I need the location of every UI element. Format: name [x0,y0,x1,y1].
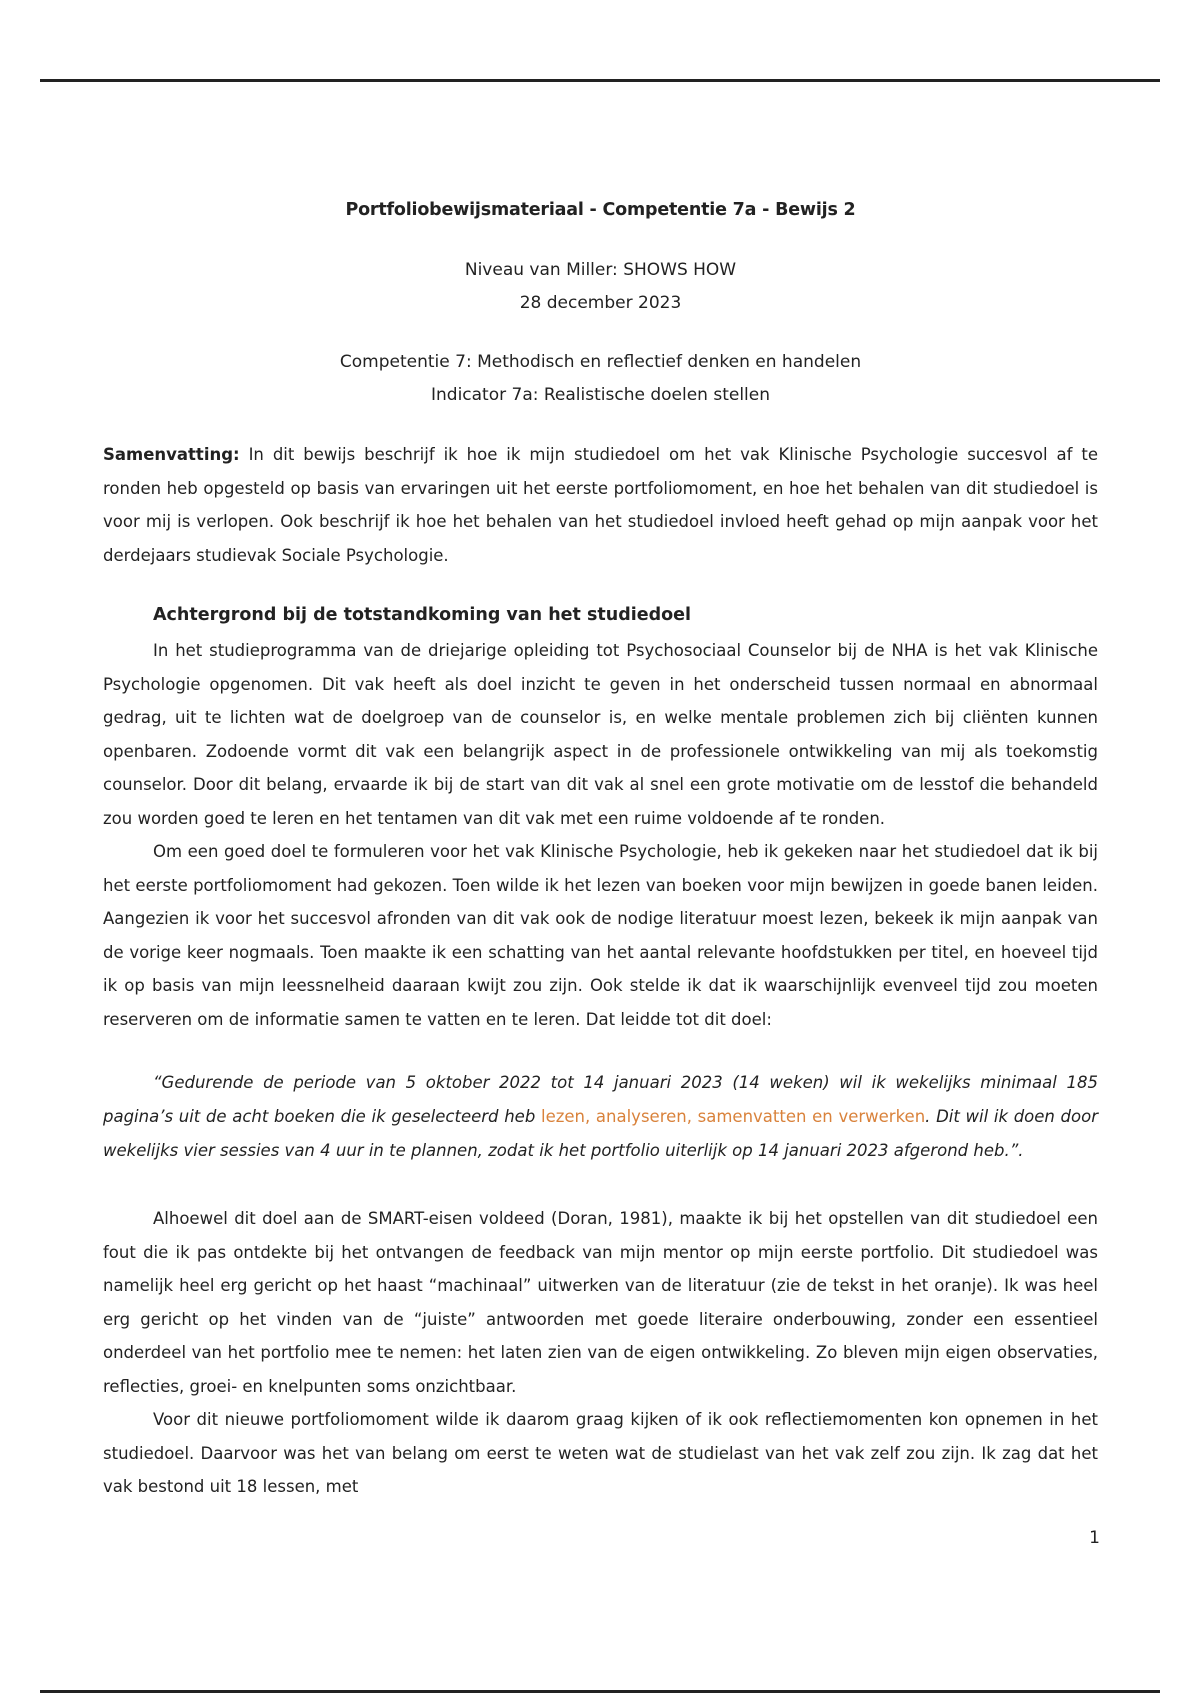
bottom-rule [40,1690,1160,1693]
summary-text: In dit bewijs beschrijf ik hoe ik mijn studiedoel om het vak Klinische Psychologie succesvol af te ronden heb opgesteld op basis van ervaringen uit het eerste portfoliomoment, en hoe het behalen van dit studiedoel is voor mij is verlopen. Ook beschrijf ik hoe het behalen van het studiedoel invloed heeft gehad op mijn aanpak voor het derdejaars studievak Sociale Psychologie. [103,445,1098,565]
summary-label: Samenvatting: [103,445,240,464]
document-date: 28 december 2023 [519,293,682,313]
quote-part-1: “Gedurende de periode van 5 oktober 2022 tot 14 januari 2023 (14 weken) wil ik wekelijks minimaal 185 pagina’s uit de acht boeken die ik geselecteerd heb [103,1073,1098,1126]
body-paragraph-3: Alhoewel dit doel aan de SMART-eisen voldeed (Doran, 1981), maakte ik bij het opstellen van dit studiedoel een fout die ik pas ontdekte bij het ontvangen de feedback van mijn mentor op mijn eerste portfolio. Dit studiedoel was namelijk heel erg gericht op het haast “machinaal” uitwerken van de literatuur (zie de tekst in het oranje). Ik was heel erg gericht op het vinden van de “juiste” antwoorden met goede literaire onderbouwing, zonder een essentieel onderdeel van het portfolio mee te nemen: het laten zien van de eigen ontwikkeling. Zo bleven mijn eigen observaties, reflecties, groei- en knelpunten soms onzichtbaar. [103,1209,1098,1396]
summary-paragraph [103,438,1098,572]
body-paragraph-2: Om een goed doel te formuleren voor het vak Klinische Psychologie, heb ik gekeken naar het studiedoel dat ik bij het eerste portfoliomoment had gekozen. Toen wilde ik het lezen van boeken voor mijn bewijzen in goede banen leiden. Aangezien ik voor het succesvol afronden van dit vak ook de nodige literatuur moest lezen, bekeek ik mijn aanpak van de vorige keer nogmaals. Toen maakte ik een schatting van het aantal relevante hoofdstukken per titel, en hoeveel tijd ik op basis van mijn leessnelheid daaraan kwijt zou zijn. Ook stelde ik dat ik waarschijnlijk evenveel tijd zou moeten reserveren om de informatie samen te vatten en te leren. Dat leidde tot dit doel: [103,842,1098,1029]
document-page [103,200,1098,1504]
section-heading: Achtergrond bij de totstandkoming van het studiedoel [153,605,692,625]
meta-block [103,254,1098,320]
document-title: Portfoliobewijsmateriaal - Competentie 7a - Bewijs 2 [345,200,856,220]
miller-level: Niveau van Miller: SHOWS HOW [464,260,737,280]
top-rule [40,79,1160,82]
competence-line: Competentie 7: Methodisch en reflectief denken en handelen [339,352,862,372]
competence-block [103,346,1098,412]
page-number: 1 [1089,1528,1100,1548]
indicator-line: Indicator 7a: Realistische doelen stellen [430,385,771,405]
quote-highlight: lezen, analyseren, samenvatten en verwerken [540,1107,926,1126]
body-paragraph-4: Voor dit nieuwe portfoliomoment wilde ik daarom graag kijken of ik ook reflectiemomenten kon opnemen in het studiedoel. Daarvoor was het van belang om eerst te weten wat de studielast van het vak zelf zou zijn. Ik zag dat het vak bestond uit 18 lessen, met [103,1410,1098,1496]
quote-part-2: . Dit wil ik doen door wekelijks vier sessies van 4 uur in te plannen, zodat ik het portfolio uiterlijk op 14 januari 2023 afgerond heb.”. [103,1107,1099,1160]
study-goal-quote [103,1066,1098,1168]
body-paragraph-1: In het studieprogramma van de driejarige opleiding tot Psychosociaal Counselor bij de NHA is het vak Klinische Psychologie opgenomen. Dit vak heeft als doel inzicht te geven in het onderscheid tussen normaal en abnormaal gedrag, uit te lichten wat de doelgroep van de counselor is, en welke mentale problemen zich bij cliënten kunnen openbaren. Zodoende vormt dit vak een belangrijk aspect in de professionele ontwikkeling van mij als toekomstig counselor. Door dit belang, ervaarde ik bij de start van dit vak al snel een grote motivatie om de lesstof die behandeld zou worden goed te leren en het tentamen van dit vak met een ruime voldoende af te ronden. [103,641,1098,828]
